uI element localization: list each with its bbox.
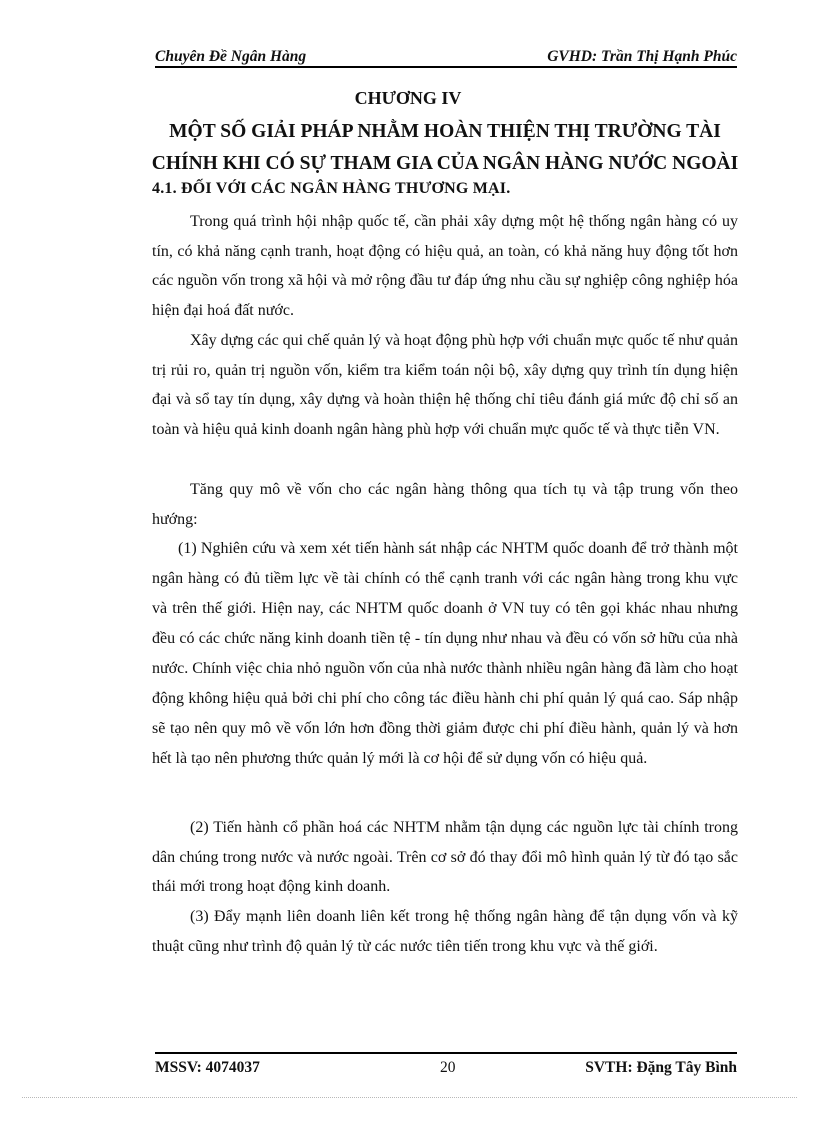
header-course-title: Chuyên Đề Ngân Hàng — [155, 48, 307, 65]
paragraph-intro: Trong quá trình hội nhập quốc tế, cần phải xây dựng một hệ thống ngân hàng có uy tín, có khả năng cạnh tranh, hoạt động có hiệu quả, an toàn, có khả năng huy động tốt hơn các nguồn vốn trong xã hội và mở rộng đầu tư đáp ứng nhu cầu sự nghiệp công nghiệp hóa hiện đại hoá đất nước. — [152, 213, 738, 319]
page-header — [155, 46, 737, 68]
paragraph-capital-scale: Tăng quy mô về vốn cho các ngân hàng thông qua tích tụ và tập trung vốn theo hướng: — [152, 481, 738, 528]
paragraph-merger: (1) Nghiên cứu và xem xét tiến hành sát nhập các NHTM quốc doanh để trở thành một ngân hàng có đủ tiềm lực về tài chính có thể cạnh tranh với các ngân hàng trong khu vực và trên thế giới. Hiện nay, các NHTM quốc doanh ở VN tuy có tên gọi khác nhau nhưng đều có các chức năng kinh doanh tiền tệ - tín dụng như nhau và đều có vốn sở hữu của nhà nước. Chính việc chia nhỏ nguồn vốn của nhà nước thành nhiều ngân hàng đã làm cho hoạt động không hiệu quả bởi chi phí cho công tác điều hành chi phí quản lý quá cao. Sáp nhập sẽ tạo nên quy mô về vốn lớn hơn đồng thời giảm được chi phí điều hành, quản lý và hơn hết là tạo nên phương thức quản lý mới là cơ hội để sử dụng vốn có hiệu quả. — [152, 540, 738, 767]
footer-student-id: MSSV: 4074037 — [155, 1059, 260, 1076]
chapter-title-line-1: MỘT SỐ GIẢI PHÁP NHẰM HOÀN THIỆN THỊ TRƯỜNG TÀI — [169, 121, 721, 142]
paragraph-joint-venture: (3) Đẩy mạnh liên doanh liên kết trong hệ thống ngân hàng để tận dụng vốn và kỹ thuật cũng như trình độ quản lý từ các nước tiên tiến trong khu vực và thế giới. — [152, 908, 738, 955]
page-footer — [155, 1052, 737, 1076]
page-edge-divider — [22, 1097, 797, 1098]
paragraph-equitization: (2) Tiến hành cổ phần hoá các NHTM nhằm tận dụng các nguồn lực tài chính trong dân chúng trong nước và nước ngoài. Trên cơ sở đó thay đổi mô hình quản lý từ đó tạo sắc thái mới trong hoạt động kinh doanh. — [152, 819, 738, 896]
chapter-title — [145, 116, 745, 180]
chapter-title-line-2: CHÍNH KHI CÓ SỰ THAM GIA CỦA NGÂN HÀNG NƯỚC NGOÀI — [151, 153, 739, 174]
chapter-heading: CHƯƠNG IV — [354, 88, 462, 108]
footer-student-name: SVTH: Đặng Tây Bình — [585, 1059, 737, 1076]
header-advisor: GVHD: Trần Thị Hạnh Phúc — [547, 48, 737, 65]
section-heading: 4.1. ĐỐI VỚI CÁC NGÂN HÀNG THƯƠNG MẠI. — [152, 180, 511, 197]
paragraph-regulations: Xây dựng các qui chế quản lý và hoạt động phù hợp với chuẩn mực quốc tế như quản trị rủi ro, quản trị nguồn vốn, kiểm tra kiểm toán nội bộ, xây dựng quy trình tín dụng hiện đại và sổ tay tín dụng, xây dựng và hoàn thiện hệ thống chỉ tiêu đánh giá mức độ chỉ số an toàn và hiệu quả kinh doanh ngân hàng phù hợp với chuẩn mực quốc tế và thực tiễn VN. — [152, 332, 738, 438]
page-number: 20 — [440, 1059, 456, 1076]
